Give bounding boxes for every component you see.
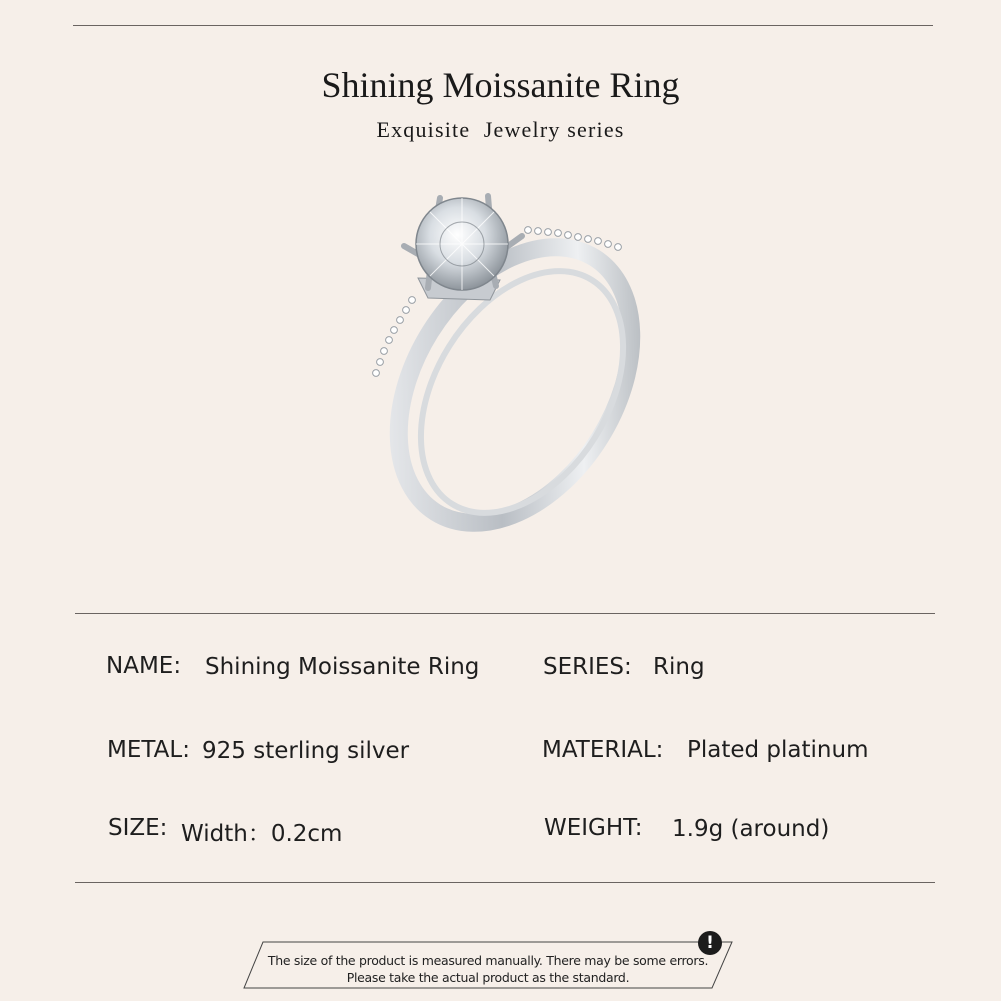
page-title: Shining Moissanite Ring: [321, 65, 680, 105]
weight-value: 1.9g (around): [672, 816, 830, 842]
series-value: Ring: [653, 654, 705, 680]
specs-top-divider: [75, 613, 935, 614]
size-label: SIZE:: [108, 815, 168, 841]
material-label: MATERIAL:: [542, 737, 664, 763]
specs-bottom-divider: [75, 882, 935, 883]
material-value: Plated platinum: [687, 737, 869, 763]
metal-label: METAL:: [107, 737, 190, 763]
measurement-notice: [243, 941, 733, 989]
page-subtitle: Exquisite Jewelry series: [376, 117, 625, 142]
size-value: Width：0.2cm: [181, 821, 343, 847]
name-value: Shining Moissanite Ring: [205, 654, 480, 680]
top-divider: [73, 25, 933, 26]
weight-label: WEIGHT:: [544, 815, 643, 841]
solitaire-ring-icon: [300, 170, 720, 550]
name-label: NAME:: [106, 653, 182, 679]
series-label: SERIES:: [543, 654, 632, 680]
notice-line-2: Please take the actual product as the standard.: [346, 970, 630, 985]
notice-line-1: The size of the product is measured manually. There may be some errors.: [267, 953, 709, 968]
metal-value: 925 sterling silver: [202, 738, 410, 764]
exclamation-icon: !: [698, 931, 722, 955]
